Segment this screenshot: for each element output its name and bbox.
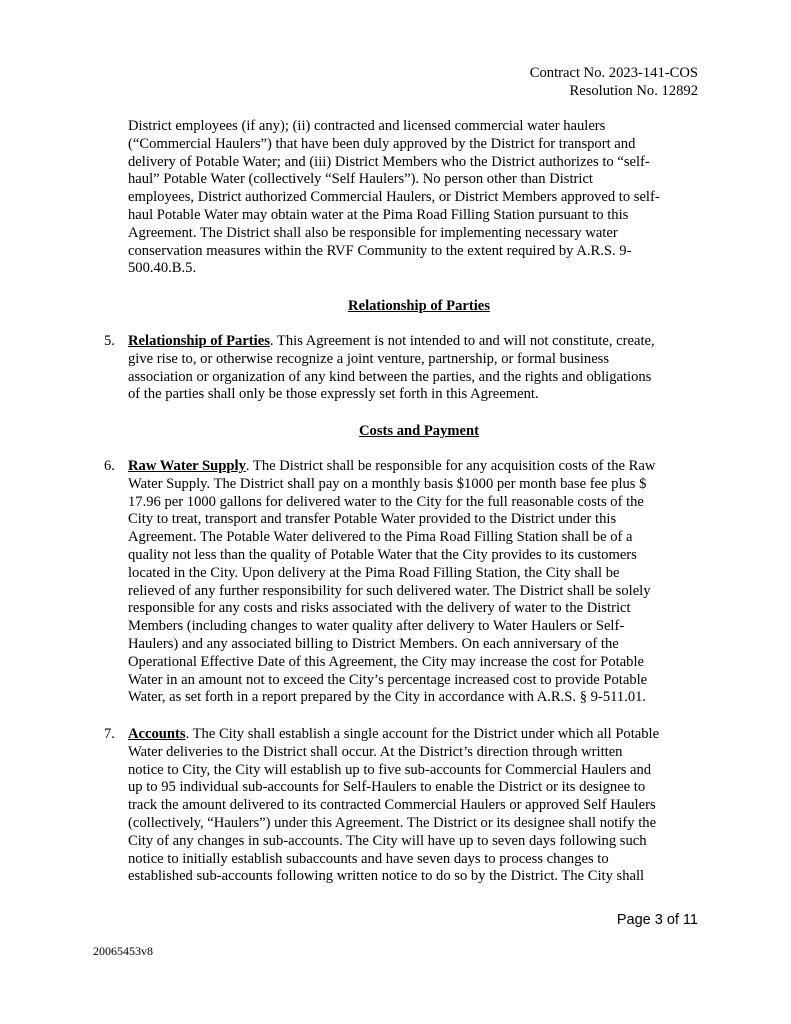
page-number: Page 3 of 11 — [616, 912, 698, 928]
paragraph-line: Haulers) and any associated billing to District Members. On each anniversary of the — [128, 636, 619, 652]
paragraph-line: association or organization of any kind between the parties, and the rights and obligations — [128, 368, 652, 385]
section-first-line — [128, 726, 659, 744]
paragraph-line: Water in an amount not to exceed the City’s percentage increased cost to provide Potable — [128, 671, 648, 688]
section-number: 7. — [104, 726, 115, 742]
paragraph-line: quality not less than the quality of Potable Water that the City provides to its customers — [128, 547, 637, 563]
paragraph-line: Agreement. The Potable Water delivered to the Pima Road Filling Station shall be of a — [128, 529, 633, 546]
paragraph-line: City of any changes in sub-accounts. The City will have up to seven days following such — [128, 832, 647, 849]
paragraph-line: track the amount delivered to its contracted Commercial Haulers or approved Self Haulers — [128, 797, 656, 814]
heading-relationship-of-parties: Relationship of Parties — [348, 298, 490, 314]
paragraph-line: responsible for any costs and risks associated with the delivery of water to the District — [128, 600, 631, 617]
section-title: Relationship of Parties — [128, 333, 270, 349]
resolution-number: Resolution No. 12892 — [569, 82, 698, 99]
section-title: Raw Water Supply — [128, 458, 246, 474]
document-header — [530, 65, 698, 100]
contract-number: Contract No. 2023-141-COS — [529, 65, 698, 81]
paragraph-line: notice to initially establish subaccounts and have seven days to process changes to — [128, 850, 609, 867]
paragraph-line: 500.40.B.5. — [128, 260, 197, 277]
paragraph-line: Members (including changes to water quality after delivery to Water Haulers or Self- — [128, 618, 625, 635]
paragraph-line: 17.96 per 1000 gallons for delivered water to the City for the full reasonable costs of the — [128, 493, 644, 510]
paragraph-line: District employees (if any); (ii) contracted and licensed commercial water haulers — [128, 118, 606, 134]
paragraph-line: haul” Potable Water (collectively “Self Haulers”). No person other than District — [128, 171, 593, 188]
paragraph-line: Water, as set forth in a report prepared by the City in accordance with A.R.S. § 9-511.01. — [128, 689, 647, 706]
paragraph-line: Water Supply. The District shall pay on a monthly basis $1000 per month base fee plus $ — [128, 475, 647, 492]
paragraph-line: Water deliveries to the District shall occur. At the District’s direction through written — [128, 743, 623, 760]
document-id: 20065453v8 — [93, 944, 153, 958]
paragraph-line: conservation measures within the RVF Community to the extent required by A.R.S. 9- — [128, 242, 632, 259]
paragraph-line: (collectively, “Haulers”) under this Agreement. The District or its designee shall notify the — [128, 815, 657, 831]
paragraph-line: City to treat, transport and transfer Potable Water provided to the District under this — [128, 511, 617, 528]
section-title: Accounts — [128, 726, 186, 742]
section-first-line — [128, 333, 655, 351]
paragraph-line: up to 95 individual sub-accounts for Self-Haulers to enable the District or its designee to — [128, 779, 646, 796]
paragraph-line: haul Potable Water may obtain water at the Pima Road Filling Station pursuant to this — [128, 207, 629, 223]
heading-costs-and-payment: Costs and Payment — [359, 423, 479, 439]
section-number: 5. — [104, 333, 115, 349]
paragraph-line: Agreement. The District shall also be responsible for implementing necessary water — [128, 224, 618, 241]
section-text: . The City shall establish a single account for the District under which all Potable — [185, 726, 660, 742]
paragraph-line: employees, District authorized Commercial Haulers, or District Members approved to self- — [128, 189, 660, 206]
paragraph-line: Operational Effective Date of this Agreement, the City may increase the cost for Potable — [128, 653, 645, 670]
paragraph-line: give rise to, or otherwise recognize a joint venture, partnership, or formal business — [128, 350, 610, 367]
paragraph-line: of the parties shall only be those expressly set forth in this Agreement. — [128, 386, 539, 403]
section-first-line — [128, 458, 655, 476]
section-number: 6. — [104, 458, 115, 474]
paragraph-line: located in the City. Upon delivery at the Pima Road Filling Station, the City shall be — [128, 564, 620, 581]
section-text: . The District shall be responsible for any acquisition costs of the Raw — [245, 458, 656, 474]
paragraph-line: relieved of any further responsibility for such delivered water. The District shall be solely — [128, 582, 651, 599]
paragraph-line: (“Commercial Haulers”) that have been duly approved by the District for transport and — [128, 135, 636, 152]
paragraph-line: notice to City, the City will establish up to five sub-accounts for Commercial Haulers and — [128, 761, 652, 778]
paragraph-line: established sub-accounts following written notice to do so by the District. The City shall — [128, 868, 645, 885]
paragraph-line: delivery of Potable Water; and (iii) District Members who the District authorizes to “self- — [128, 153, 650, 170]
section-text: . This Agreement is not intended to and will not constitute, create, — [269, 333, 655, 349]
